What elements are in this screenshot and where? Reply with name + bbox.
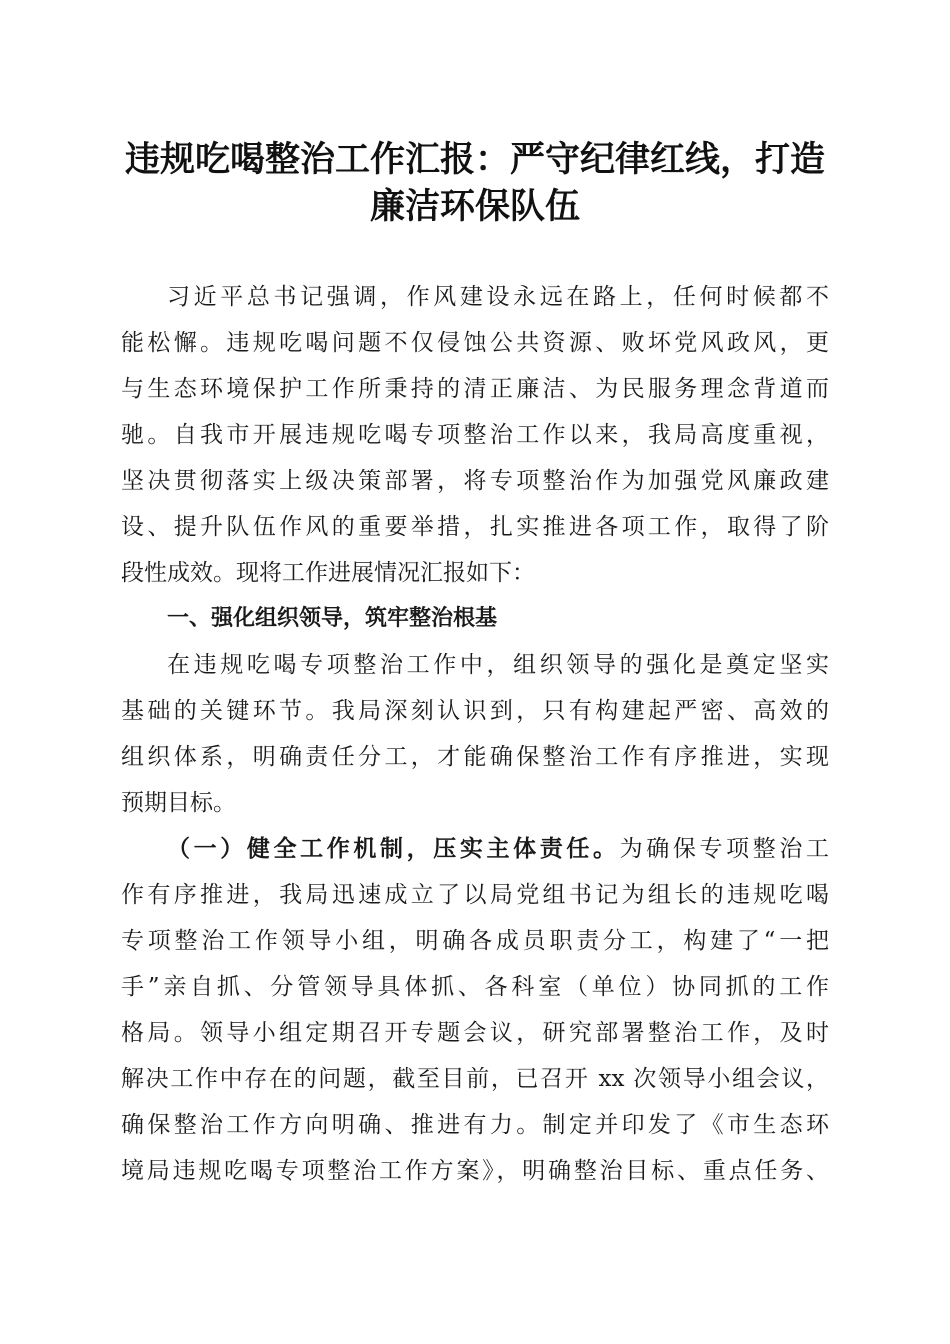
subsection-1-heading: （一）健全工作机制，压实主体责任。 xyxy=(167,836,620,862)
document-title-line-1: 违规吃喝整治工作汇报：严守纪律红线，打造 xyxy=(124,139,825,180)
subsection1-line: 确保整治工作方向明确、推进有力。制定并印发了《市生态环 xyxy=(121,1112,829,1138)
intro-line: 驰。自我市开展违规吃喝专项整治工作以来，我局高度重视， xyxy=(121,422,829,448)
subsection1-line: 格局。领导小组定期召开专题会议，研究部署整治工作，及时 xyxy=(121,1020,829,1046)
subsection-1-first-line xyxy=(167,829,829,869)
intro-line: 习近平总书记强调，作风建设永远在路上，任何时候都不 xyxy=(167,284,829,310)
subsection1-line: 专项整治工作领导小组，明确各成员职责分工，构建了“一把 xyxy=(121,928,829,954)
intro-line: 段性成效。现将工作进展情况汇报如下： xyxy=(121,560,535,586)
section1-line: 预期目标。 xyxy=(121,790,236,816)
intro-line: 能松懈。违规吃喝问题不仅侵蚀公共资源、败坏党风政风，更 xyxy=(121,330,829,356)
section1-line: 在违规吃喝专项整治工作中，组织领导的强化是奠定坚实 xyxy=(167,652,829,678)
subsection1-line: 境局违规吃喝专项整治工作方案》，明确整治目标、重点任务、 xyxy=(121,1158,829,1184)
section1-line: 基础的关键环节。我局深刻认识到，只有构建起严密、高效的 xyxy=(121,698,829,724)
document-title-line-2: 廉洁环保队伍 xyxy=(369,186,580,227)
subsection1-line: 手”亲自抓、分管领导具体抓、各科室（单位）协同抓的工作 xyxy=(121,974,829,1000)
section-heading-1: 一、强化组织领导，筑牢整治根基 xyxy=(167,606,498,631)
intro-line: 设、提升队伍作风的重要举措，扎实推进各项工作，取得了阶 xyxy=(121,514,829,540)
intro-line: 与生态环境保护工作所秉持的清正廉洁、为民服务理念背道而 xyxy=(121,376,829,402)
subsection1-line: 解决工作中存在的问题，截至目前，已召开 xx 次领导小组会议， xyxy=(121,1066,829,1092)
subsection1-line: 作有序推进，我局迅速成立了以局党组书记为组长的违规吃喝 xyxy=(121,882,829,908)
subsection-1-first-text: 为确保专项整治工 xyxy=(619,836,829,862)
intro-line: 坚决贯彻落实上级决策部署，将专项整治作为加强党风廉政建 xyxy=(121,468,829,494)
section1-line: 组织体系，明确责任分工，才能确保整治工作有序推进，实现 xyxy=(121,744,829,770)
